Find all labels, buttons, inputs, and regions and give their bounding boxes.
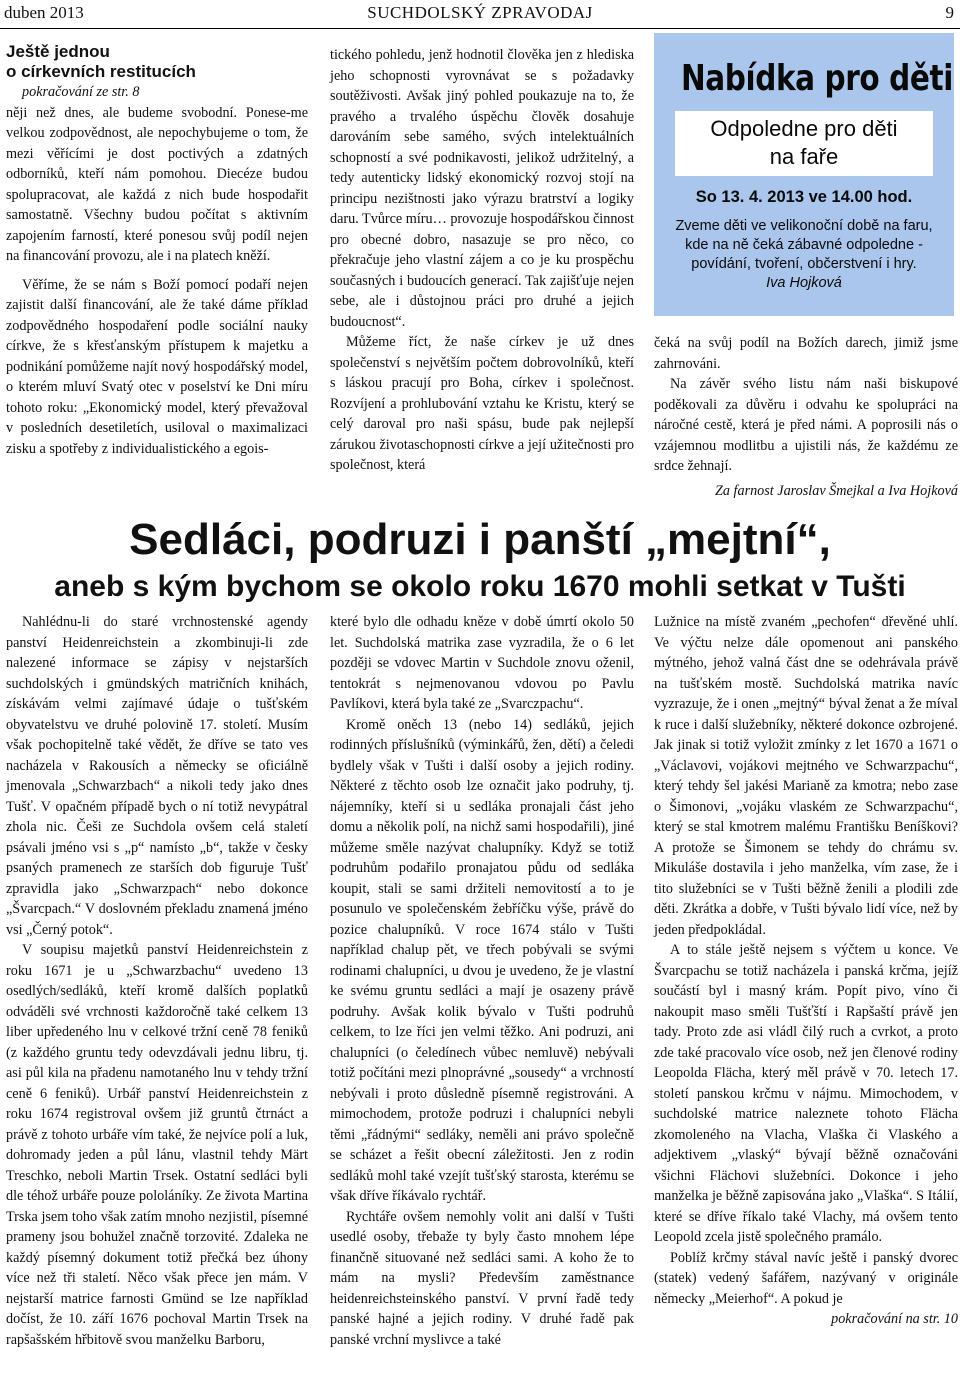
box-title: Nabídka pro děti — [681, 58, 953, 99]
article2-paragraph: Lužnice na místě zvaném „pechofen“ dřevěné uhlí. Ve výčtu nelze dále opomenout ani panského mýtného, jehož valná část dne se odehrávala právě na tušťském mostě. Suchdolská matrika navíc vyzrazuje, že i onen „mejtný“ býval ženat a že míval k ruce i další služebníky, některé dokonce ozbrojené. Jak jinak si totiž vyložit zmínky z let 1670 a 1671 o „Václavovi, vojákovi mejtného ve Schwarzpachu“, který tehdy šel jakési Marianě za kmotra; nebo zase o Šimonovi, „vojáku vlaském ze Schwarzpachu“, který se stal kmotrem malému Františku Beníškovi? A protože se Šimonem se tehdy do chrámu sv. Mikuláše dostavila i jeho manželka, vím zase, že i tito služebníci se v Tušti běžně ženili a plodili zde děti. Zkrátka a dobře, v Tušti bývalo lidí více, než by jeden předpokládal. — [654, 614, 958, 938]
article2-column-2 — [330, 612, 634, 1350]
article2-paragraph: Kromě oněch 13 (nebo 14) sedláků, jejich rodinných příslušníků (výminkářů, žen, dětí) a čeledi bydlely však v Tušti i další osoby a jejich rodiny. Některé z těchto osob lze označit jako podruhy, tj. nájemníky, kteří si u sedláka pronajali část jeho domu a několik polí, na nichž sami hospodařili), jiné můžeme směle nazývat chalupníky. Když se totiž podruhům podařilo pronajatou půdu od sedláka koupit, stali se sami držiteli nemovitostí a to je posunulo ve společenském žebříčku výše, právě do pozice chalupníků. V roce 1674 stálo v Tušti například chalup pět, ve třech pobývali se svými rodinami chalupníci, u dvou je uvedeno, že je vlastní ke svému gruntu sedláci a mají je osazeny právě podruhy. Avšak kolik bývalo v Tušti podruhů celkem, to lze říci jen velmi těžko. Ani podruzi, ani chalupníci (o čeledínech vůbec nemluvě) nebývali totiž počítáni mezi plnoprávné „sousedy“ a vrchností nebývali i proto důsledně písemně registrováni. A mimochodem, protože podruzi i chalupníci nebyli těmi „řádnými“ sedláky, neměli ani právo společně se scházet a řešit obecní záležitosti. Jen z rodin sedláků mohl také vzejít tušťský starosta, kterému se však dříve říkávalo rychtář. — [330, 716, 634, 1204]
box-event-date: So 13. 4. 2013 ve 14.00 hod. — [695, 188, 913, 206]
box-signature: Iva Hojková — [766, 275, 842, 291]
article1-paragraph: Na závěr svého listu nám naši biskupové poděkovali za důvěru i odvahu ke spolupráci na náročné cestě, která je před námi. A poprosili nás o vzájemnou modlitbu a ujistili nás, že každému ze srdce žehnají. — [654, 376, 958, 474]
article1-title-line2: o církevních restitucích — [6, 62, 196, 81]
article2-paragraph: které bylo dle odhadu kněze v době úmrtí okolo 50 let. Suchdolská matrika zase vyzradila, že o 6 let později se vdovec Martin v Suchdole znovu oženil, tentokrát s nejmenovanou vdovou po Pavlu Pavlíkovi, která byla také ze „Svarczpachu“. — [330, 614, 634, 712]
article1-column-1 — [6, 42, 308, 459]
article1-paragraph: tického pohledu, jenž hodnotil člověka jen z hlediska jeho schopnosti vyrovnávat se s požadavky soutěživosti. Avšak jiný pohled poukazuje na to, že pravého a trvalého úspěchu člověk dosahuje darováním sebe samého, svých intelektuálních schopností a své podnikavosti, jelikož udržitelný, a tedy autenticky lidský ekonomický rozvoj stojí na principu nezištnosti jako výrazu bratrství a logiky daru. Tvůrce míru… provozuje hospodářskou činnost pro obecné dobro, nasazuje se pro něco, co překračuje jeho vlastní zájem a co je ku prospěchu současných i budoucích generací. Tak zajišťuje nejen sebe, ale i důstojnou práci pro druhé a jejich budoucnost“. — [330, 47, 634, 330]
article1-column-2 — [330, 45, 634, 476]
newspaper-title: SUCHDOLSKÝ ZPRAVODAJ — [367, 3, 593, 22]
box-subtitle-line2: na faře — [769, 144, 839, 169]
page-number: 9 — [945, 3, 954, 22]
article1-paragraph: Věříme, že se nám s Boží pomocí podaří nejen zajistit další financování, ale že také dáme příklad zodpovědného hospodaření podle sociální nauky církve, že s křesťanským přístupem k majetku a podnikání pomůžeme najít nový hospodářský model, o kterém mluví Svatý otec v poselství ke Dni míru tohoto roku: „Ekonomický model, který převažoval v posledních desetiletích, usiloval o maximalizaci zisku a spotřeby z individualistického a egois- — [6, 276, 308, 457]
box-subtitle — [675, 111, 933, 176]
article2-subheadline: aneb s kým bychom se okolo roku 1670 mohli setkat v Tušti — [54, 570, 906, 603]
box-subtitle-line1: Odpoledne pro děti — [710, 116, 898, 141]
article1-continued-from: pokračování ze str. 8 — [22, 84, 140, 100]
article1-title — [6, 42, 308, 82]
article2-paragraph: A to stále ještě nejsem s výčtem u konce. Ve Švarcpachu se totiž nacházela i panská krčma, jejíž součástí byl i masný krám. Popít pivo, víno či nakoupit maso směli Tušťští i Rapšaští právě jen tady. Proto zde asi vládl čilý ruch a cvrkot, a proto zde také pracovalo více osob, než jen členové rodiny Leopolda Flächa, který měl právě v 70. letech 17. století panskou krčmu v nájmu. Mimochodem, v suchdolské matrice naleznete tohoto Flächa zkomoleného na Vlacha, Vlaška či Vlaského a adjektivem „vlaský“ bývají běžně označováni všichni Flächovi služebníci. Dokonce i jeho manželka je běžně zapisována jako „Vlaška“. S Itálií, které se dříve říkalo také Vlachy, má ovšem tento Leopold zcela jistě společného pramálo. — [654, 942, 958, 1245]
box-invitation-text: Zveme děti ve velikonoční době na faru, kde na ně čeká zábavné odpoledne - povídání, tvoření, občerstvení i hry. — [675, 218, 933, 272]
article2-headline: Sedláci, podruzi i panští „mejtní“, — [129, 515, 831, 564]
article1-column-3 — [654, 333, 958, 501]
article2-column-1 — [6, 612, 308, 1350]
article1-signature: Za farnost Jaroslav Šmejkal a Iva Hojková — [715, 482, 958, 499]
children-event-box — [654, 33, 954, 316]
page-header — [0, 0, 960, 30]
article2-paragraph: Rychtáře ovšem nemohly volit ani další v Tušti usedlé osoby, třebaže ty byly často mnohem lépe finančně situované než sedláci sami. A koho že to mám na mysli? Především zaměstnance heidenreichsteinského panství. V první řadě tedy panské hajné a jejich rodiny. V druhé řadě pak panské vrchní myslivce a také — [330, 1208, 634, 1348]
header-rule — [0, 28, 960, 29]
article1-paragraph: Můžeme říct, že naše církev je už dnes společenství s největším počtem dobrovolníků, kteří s láskou pracují pro Boha, církev i společnost. Rozvíjení a prohlubování vztahu ke Kristu, který se celý daroval pro naši spásu, bude pak nejlepší zárukou životaschopnosti církve a její užitečnosti pro společnost, která — [330, 334, 634, 473]
article2-column-3 — [654, 612, 958, 1330]
article2-paragraph: Nahlédnu-li do staré vrchnostenské agendy panství Heidenreichstein a zkombinuji-li zde nalezené informace se zápisy v nejstarších suchdolských i gmündských matričních knihách, získávám velmi zajímavé údaje o tušťském obyvatelstvu ve druhé polovině 17. století. Musím však pochopitelně také vědět, že dříve se tato ves nacházela v Rakousích a německy se oficiálně jmenovala „Schwarzbach“ a nikoli tedy jako dnes Tušť. V opačném případě bych o ní totiž nevypátral zhola nic. Češi ze Suchdola ovšem celá staletí psávali jméno vsi s „p“ namísto „b“, takže v česky psaných pramenech ze starších dob figuruje Tušť zpravidla jako „Schwarzpach“ nebo dokonce „Švarcpach.“ V doslovném překladu znamená jméno vsi „Černý potok“. — [6, 614, 308, 938]
box-text — [654, 217, 954, 293]
article1-title-line1: Ještě jednou — [6, 42, 110, 61]
article1-paragraph: čeká na svůj podíl na Božích darech, jimiž jsme zahrnováni. — [654, 335, 958, 372]
article2-paragraph: V soupisu majetků panství Heidenreichstein z roku 1671 je u „Schwarzbachu“ uvedeno 13 osedlých/sedláků, kteří kromě dalších poplatků odváděli své vrchnosti každoročně také celkem 13 liber upředeného lnu v celkové tržní ceně 78 feniků (z každého gruntu tedy odevzdávali jednu libru, tj. asi půl kila na přadenu namotaného lnu v tehdy tržní ceně 6 feniků). Urbář panství Heidenreichstein z roku 1674 registroval ovšem již gruntů čtrnáct a právě z tohoto urbáře vím také, že nejvíce polí a luk, dohromady jeden a půl lánu, vlastnil tehdy Märt Treschko, neboli Martin Trsek. Ostatní sedláci byli dle téhož urbáře pouze pololáníky. Ze života Martina Trska jsem toho však zatím mnoho nezjistil, písemné prameny jsou bohužel značně torzovité. Zdaleka ne každý písemný dokument totiž přečká bez úhony více než tři staletí. Něco však přece jen mám. V nejstarší matrice farnosti Gmünd se lze například dočíst, že 10. září 1676 pochoval Martin Trsek na rapšašském hřbitově svou manželku Barboru, — [6, 942, 308, 1348]
article2-continued-to: pokračování na str. 10 — [831, 1311, 958, 1327]
article2-paragraph: Poblíž krčmy stával navíc ještě i panský dvorec (statek) vedený šafářem, nazývaný v originále německy „Meierhof“. A pokud je — [654, 1249, 958, 1307]
issue-date: duben 2013 — [4, 3, 84, 22]
article1-paragraph: něji než dnes, ale budeme svobodní. Ponese-me velkou zodpovědnost, ale nepochybujeme o tom, že mezi věřícími je dost poctivých a zdatných odborníků, kteří nám pomohou. Diecéze budou spolupracovat, ale každá z nich bude hospodařit samostatně. Všechny budou počítat s aktivním zapojením farností, které ponesou svůj podíl nejen na financování provozu, ale i na platech kněží. — [6, 104, 308, 264]
article2-headline-block — [0, 515, 960, 606]
